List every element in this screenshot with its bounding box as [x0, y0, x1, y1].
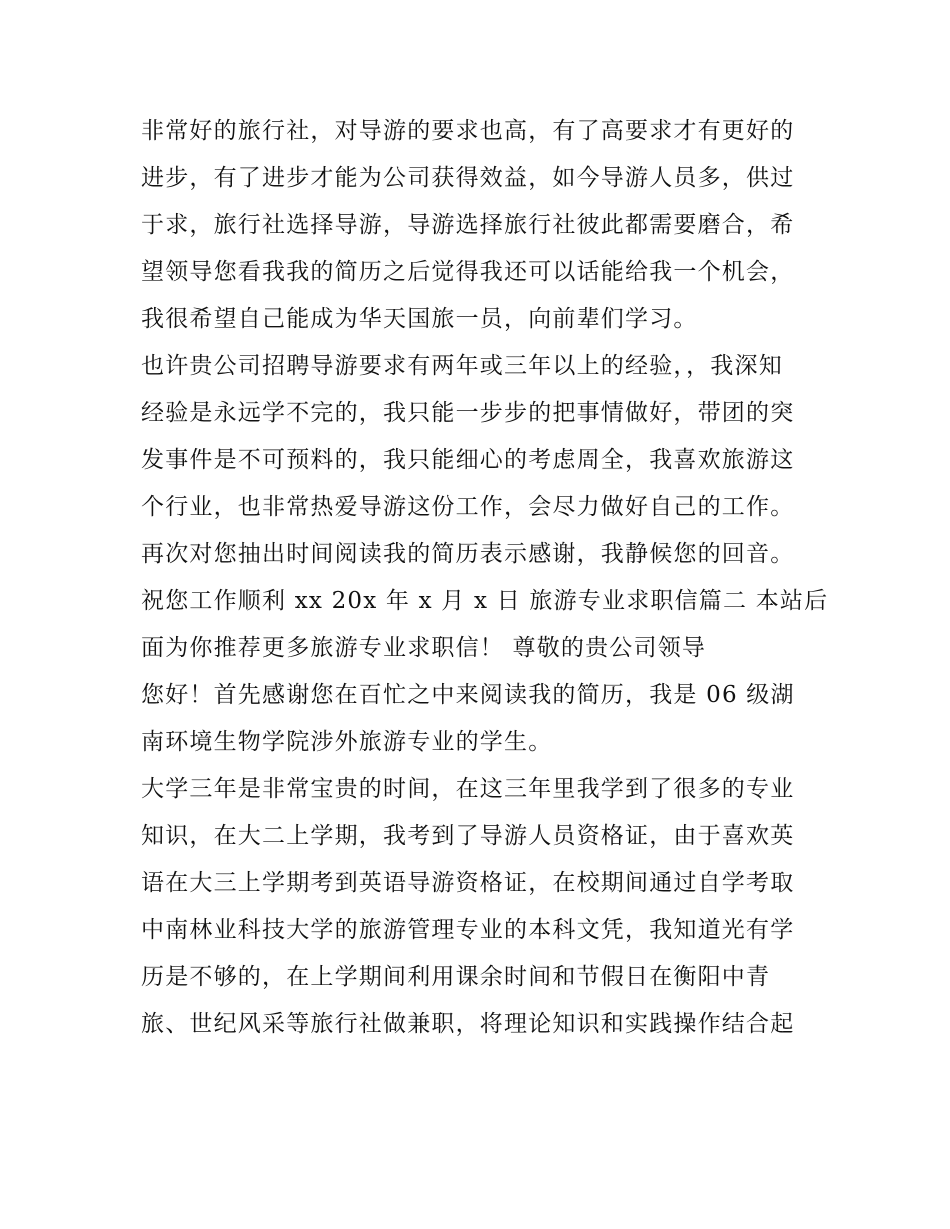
text-line: 于求，旅行社选择导游，导游选择旅行社彼此都需要磨合，希	[141, 212, 795, 238]
text-line: 历是不够的，在上学期间利用课余时间和节假日在衡阳中青	[141, 964, 771, 990]
text-line: 进步，有了进步才能为公司获得效益，如今导游人员多，供过	[141, 165, 795, 191]
text-line: 也许贵公司招聘导游要求有两年或三年以上的经验，，我深知	[141, 353, 783, 379]
text-line: 经验是永远学不完的，我只能一步步的把事情做好，带团的突	[141, 400, 795, 426]
text-line: 中南林业科技大学的旅游管理专业的本科文凭，我知道光有学	[141, 917, 795, 943]
text-line: 非常好的旅行社，对导游的要求也高，有了高要求才有更好的	[141, 118, 795, 144]
text-line: 大学三年是非常宝贵的时间，在这三年里我学到了很多的专业	[141, 776, 795, 802]
text-line: 知识，在大二上学期，我考到了导游人员资格证，由于喜欢英	[141, 823, 795, 849]
document-body	[141, 108, 829, 1048]
text-line: 再次对您抽出时间阅读我的简历表示感谢，我静候您的回音。	[141, 541, 795, 567]
text-line: 旅、世纪风采等旅行社做兼职，将理论知识和实践操作结合起	[141, 1011, 795, 1037]
text-line: 南环境生物学院涉外旅游专业的学生。	[141, 729, 553, 755]
text-line: 面为你推荐更多旅游专业求职信！ 尊敬的贵公司领导	[141, 635, 707, 661]
text-line: 祝您工作顺利 xx 20x 年 x 月 x 日 旅游专业求职信篇二 本站后	[141, 588, 829, 614]
text-line: 语在大三上学期考到英语导游资格证，在校期间通过自学考取	[141, 870, 795, 896]
text-line: 发事件是不可预料的，我只能细心的考虑周全，我喜欢旅游这	[141, 447, 795, 473]
text-line: 望领导您看我我的简历之后觉得我还可以话能给我一个机会，	[141, 259, 795, 285]
text-line: 个行业，也非常热爱导游这份工作，会尽力做好自己的工作。	[141, 494, 795, 520]
text-line: 我很希望自己能成为华天国旅一员，向前辈们学习。	[141, 306, 698, 332]
text-line: 您好！首先感谢您在百忙之中来阅读我的简历，我是 06 级湖	[141, 682, 795, 708]
